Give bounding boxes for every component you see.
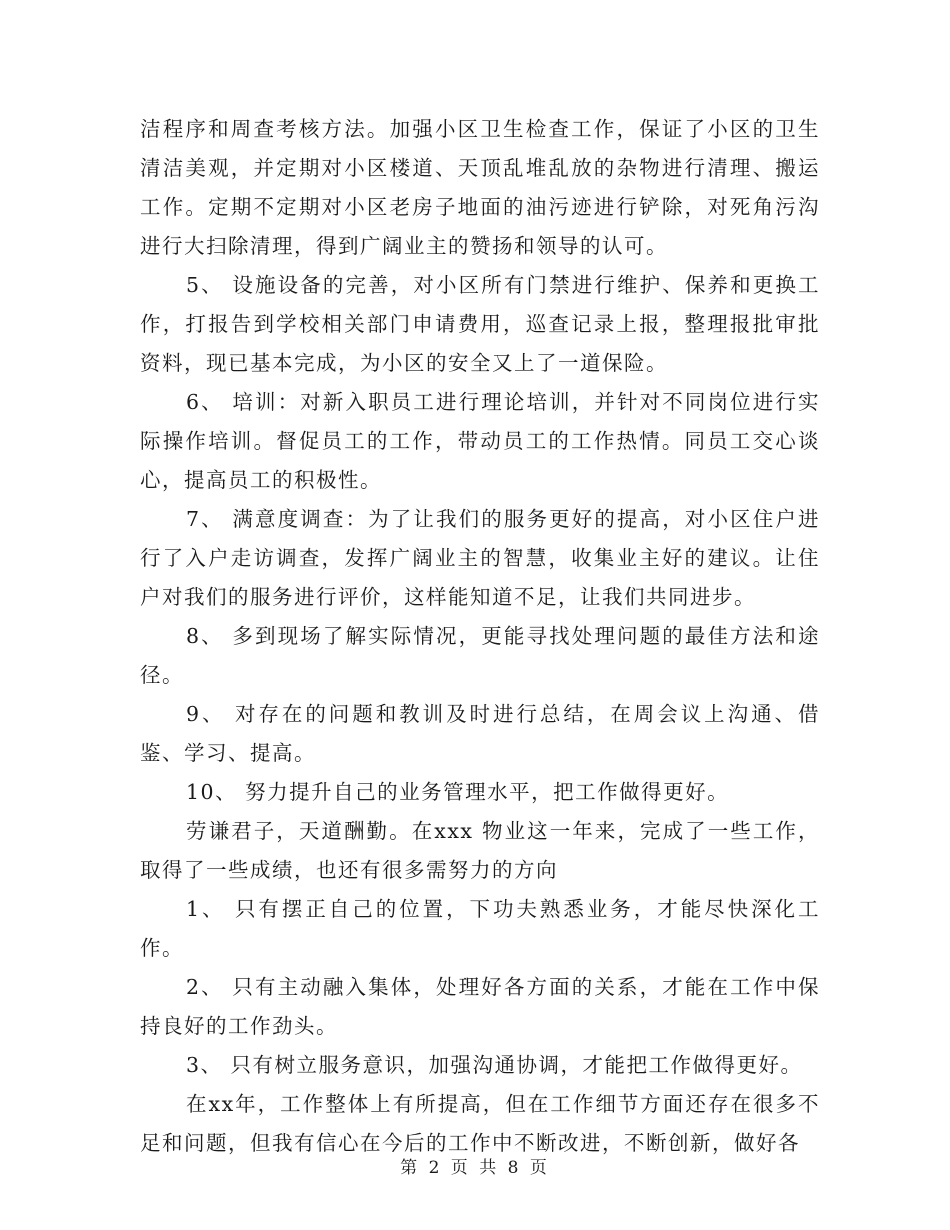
paragraph-item-7: 7、 满意度调查：为了让我们的服务更好的提高，对小区住户进行了入户走访调查，发挥广阔业主的智慧，收集业主好的建议。让住户对我们的服务进行评价，这样能知道不足，让我们共同进步。 xyxy=(140,507,820,609)
paragraph-item-8: 8、 多到现场了解实际情况，更能寻找处理问题的最佳方法和途径。 xyxy=(140,624,820,687)
page-number-footer: 第 2 页 共 8 页 xyxy=(400,1158,550,1178)
paragraph-item-10: 10、 努力提升自己的业务管理水平，把工作做得更好。 xyxy=(186,780,730,804)
paragraph-continuation: 洁程序和周查考核方法。加强小区卫生检查工作，保证了小区的卫生清洁美观，并定期对小区楼道、天顶乱堆乱放的杂物进行清理、搬运工作。定期不定期对小区老房子地面的油污迹进行铲除，对死角污沟进行大扫除清理，得到广阔业主的赞扬和领导的认可。 xyxy=(140,117,820,258)
paragraph-lesson-3: 3、 只有树立服务意识，加强沟通协调，才能把工作做得更好。 xyxy=(186,1053,803,1077)
paragraph-item-9: 9、 对存在的问题和教训及时进行总结，在周会议上沟通、借鉴、学习、提高。 xyxy=(140,702,820,765)
paragraph-item-5: 5、 设施设备的完善，对小区所有门禁进行维护、保养和更换工作，打报告到学校相关部门申请费用，巡查记录上报，整理报批审批资料，现已基本完成，为小区的安全又上了一道保险。 xyxy=(140,273,820,375)
document-body xyxy=(140,110,820,1163)
paragraph-outlook: 在xx年，工作整体上有所提高，但在工作细节方面还存在很多不足和问题，但我有信心在今后的工作中不断改进，不断创新，做好各 xyxy=(140,1092,820,1155)
paragraph-summary: 劳谦君子，天道酬勤。在xxx 物业这一年来，完成了一些工作，取得了一些成绩，也还有很多需努力的方向 xyxy=(140,819,820,882)
paragraph-item-6: 6、 培训：对新入职员工进行理论培训，并针对不同岗位进行实际操作培训。督促员工的工作，带动员工的工作热情。同员工交心谈心，提高员工的积极性。 xyxy=(140,390,820,492)
paragraph-lesson-2: 2、 只有主动融入集体，处理好各方面的关系，才能在工作中保持良好的工作劲头。 xyxy=(140,975,820,1038)
paragraph-lesson-1: 1、 只有摆正自己的位置，下功夫熟悉业务，才能尽快深化工作。 xyxy=(140,897,820,960)
